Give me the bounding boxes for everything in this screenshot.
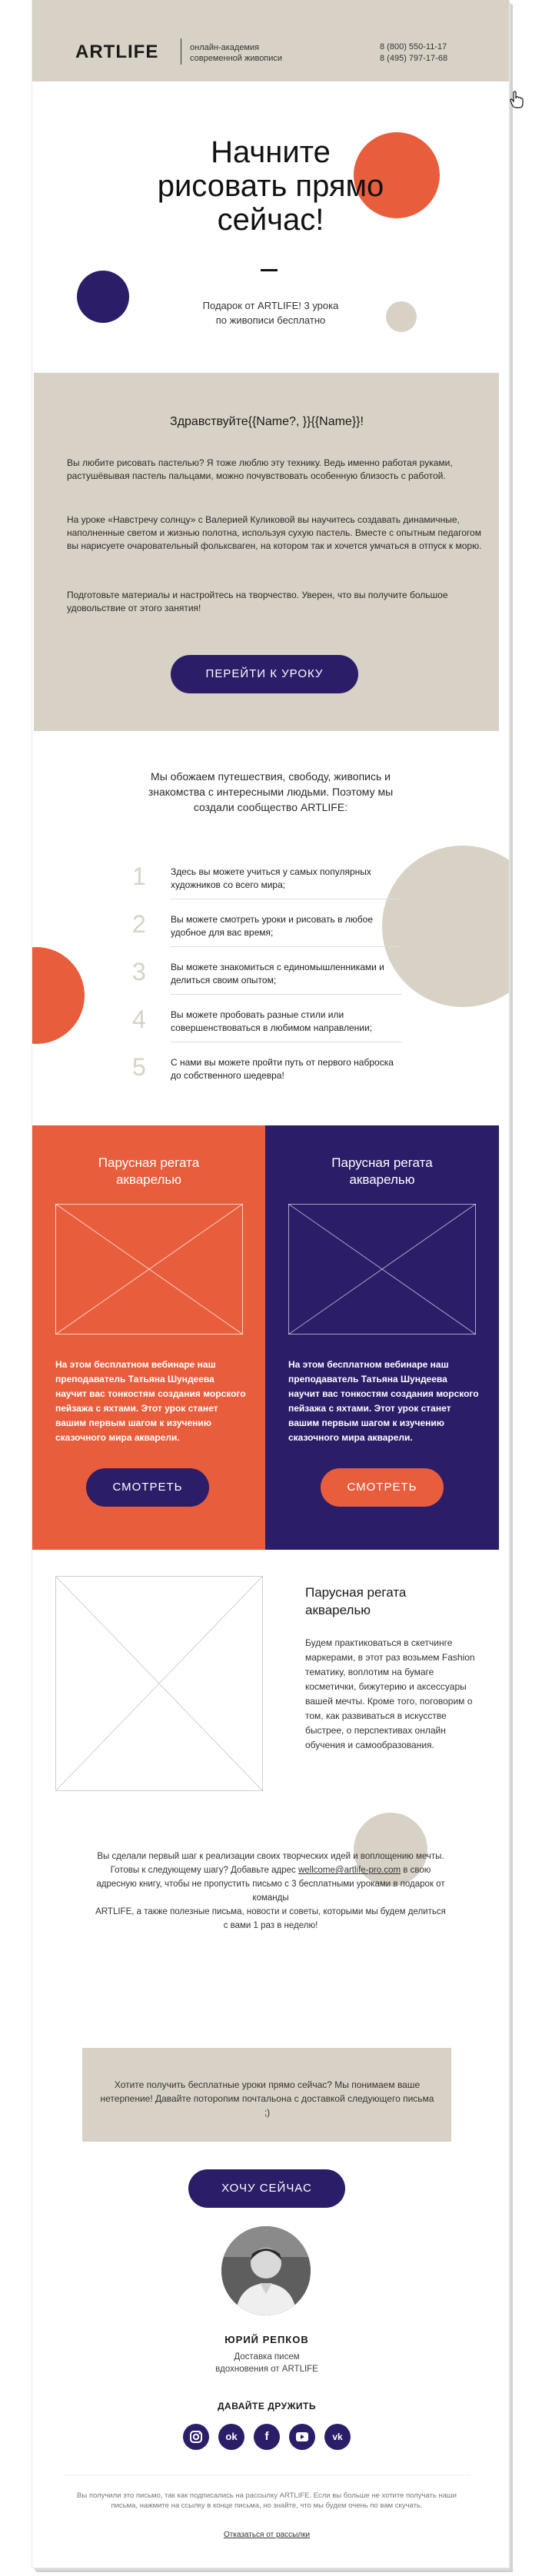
image-placeholder-icon	[288, 1204, 476, 1335]
social-title: ДАВАЙТЕ ДРУЖИТЬ	[217, 2401, 317, 2411]
phones	[380, 42, 447, 65]
youtube-icon[interactable]	[289, 2424, 315, 2450]
watch-button[interactable]: СМОТРЕТЬ	[321, 1468, 444, 1507]
hero-dash	[261, 269, 278, 271]
community-item-number: 4	[132, 1005, 146, 1033]
lesson-text: Будем практиковаться в скетчинге маркерами, в этот раз возьмем Fashion тематику, воплотим на бумаге косметички, бижутерию и аксессуары вашей мечты. Кроме того, поговорим о том, как развиваться в искусстве быстрее, о перспективах онлайн обучения и самообразования.	[305, 1637, 475, 1750]
hero-subtitle-line2: по живописи бесплатно	[215, 314, 326, 326]
lesson-title: Парусная регата акварелью	[305, 1585, 407, 1617]
phone-2[interactable]: 8 (495) 797-17-68	[380, 54, 448, 63]
facebook-icon[interactable]: f	[254, 2424, 280, 2450]
next-step-line1: Вы сделали первый шаг к реализации своих творческих идей и воплощению мечты. Готовы к следующему шагу? Добавьте адрес	[97, 1852, 444, 1875]
community-intro: Мы обожаем путешествия, свободу, живопись и знакомства с интересными людьми. Поэтому мы создали сообщество ARTLIFE:	[148, 770, 394, 813]
community-item-number: 2	[132, 910, 146, 938]
tagline	[190, 42, 344, 64]
hero-subtitle-line1: Подарок от ARTLIFE! 3 урока	[202, 300, 339, 311]
deco-circle-beige-small	[386, 301, 417, 332]
want-now-button[interactable]: ХОЧУ СЕЙЧАС	[188, 2169, 345, 2208]
webinar-card-text: На этом бесплатном вебинаре наш преподаватель Татьяна Шундеева научит вас тонкостям создания морского пейзажа с яхтами. Этот урок станет вашим первым шагом к изучению сказочного мира акварели.	[288, 1359, 479, 1443]
go-to-lesson-button[interactable]: ПЕРЕЙТИ К УРОКУ	[171, 655, 358, 693]
author-avatar	[221, 2226, 311, 2315]
image-placeholder-icon	[55, 1204, 243, 1335]
community-item-number: 5	[132, 1053, 146, 1081]
watch-button[interactable]: СМОТРЕТЬ	[86, 1468, 209, 1507]
community-item-divider	[171, 994, 401, 995]
community-item-number: 1	[132, 863, 146, 890]
author-name: ЮРИЙ РЕПКОВ	[224, 2334, 309, 2345]
next-step-line2: в свою адресную книгу, чтобы не пропустить письмо с 3 бесплатными уроками в подарок от команды	[96, 1866, 445, 1903]
letter-paragraph-2: На уроке «Навстречу солнцу» с Валерией Куликовой вы научитесь создавать динамичные, наполненные светом и жизнью полотна, используя сухую пастель. Вместе с опытным педагогом вы нарисуете очаровательный фольксваген, на котором так и хочется умчаться в отпуск к морю.	[67, 514, 482, 551]
tagline-line1: онлайн-академия	[190, 43, 260, 52]
logo[interactable]: ARTLIFE	[75, 42, 159, 62]
letter-paragraph-3: Подготовьте материалы и настройтесь на творчество. Уверен, что вы получите большое удовольствие от этого занятия!	[67, 590, 448, 613]
author-role: Доставка писем вдохновения от ARTLIFE	[215, 2352, 318, 2374]
next-step-line3: ARTLIFE, а также полезные письма, новости и советы, которыми мы будем делиться с вами 1 раз в неделю!	[95, 1907, 446, 1930]
cursor-hand-icon	[509, 91, 524, 109]
deco-circle-orange-left	[32, 947, 85, 1044]
community-item-divider	[171, 946, 401, 947]
webinar-card-title: Парусная регата акварелью	[331, 1155, 433, 1187]
hero-title: Начните рисовать прямо сейчас!	[157, 135, 384, 237]
footer-text: Вы получили это письмо, так как подписались на рассылку ARTLIFE. Если вы больше не хотите получать наши письма, нажмите на ссылку в конце письма, но знайте, что мы будем очень по вам скучать.	[77, 2491, 457, 2510]
community-item-number: 3	[132, 958, 146, 986]
community-item-text: Здесь вы можете учиться у самых популярных художников со всего мира;	[171, 866, 371, 890]
email-frame	[32, 0, 509, 2568]
odnoklassniki-icon[interactable]: ok	[218, 2424, 244, 2450]
greeting: Здравствуйте{{Name?, }}{{Name}}!	[170, 415, 364, 428]
tagline-line2: современной живописи	[190, 54, 283, 63]
unsubscribe-link[interactable]: Отказаться от рассылки	[223, 2531, 311, 2539]
lesson-image-placeholder-icon	[55, 1576, 263, 1791]
webinar-card-title: Парусная регата акварелью	[98, 1155, 200, 1187]
community-item-text: Вы можете смотреть уроки и рисовать в любое удобное для вас время;	[171, 914, 373, 938]
deco-circle-navy	[77, 271, 129, 323]
hero-subtitle	[186, 298, 355, 327]
email-link[interactable]: wellcome@artlife-pro.com	[298, 1866, 401, 1875]
offer-text: Хотите получить бесплатные уроки прямо сейчас? Мы понимаем ваше нетерпение! Давайте поторопим почтальона с доставкой следующего письма ;)	[100, 2079, 434, 2118]
webinar-card-navy	[265, 1125, 499, 1550]
vk-icon[interactable]: vk	[324, 2424, 351, 2450]
letter-paragraph-1: Вы любите рисовать пастелью? Я тоже люблю эту технику. Ведь именно работая руками, растушёвывая пастель пальцами, можно почувствовать особенную близость с работой.	[67, 457, 453, 481]
next-step-text	[94, 1850, 447, 1933]
webinar-card-orange	[32, 1125, 265, 1550]
phone-1[interactable]: 8 (800) 550-11-17	[380, 42, 447, 52]
community-item-text: С нами вы можете пройти путь от первого наброска до собственного шедевра!	[171, 1057, 394, 1081]
email-header	[32, 0, 509, 81]
webinar-card-text: На этом бесплатном вебинаре наш преподаватель Татьяна Шундеева научит вас тонкостям создания морского пейзажа с яхтами. Этот урок станет вашим первым шагом к изучению сказочного мира акварели.	[55, 1359, 246, 1443]
community-item-text: Вы можете пробовать разные стили или совершенствоваться в любимом направлении;	[171, 1009, 373, 1033]
community-item-text: Вы можете знакомиться с единомышленниками и делиться своим опытом;	[171, 962, 384, 986]
social-links	[183, 2424, 352, 2451]
instagram-icon[interactable]	[183, 2424, 209, 2450]
